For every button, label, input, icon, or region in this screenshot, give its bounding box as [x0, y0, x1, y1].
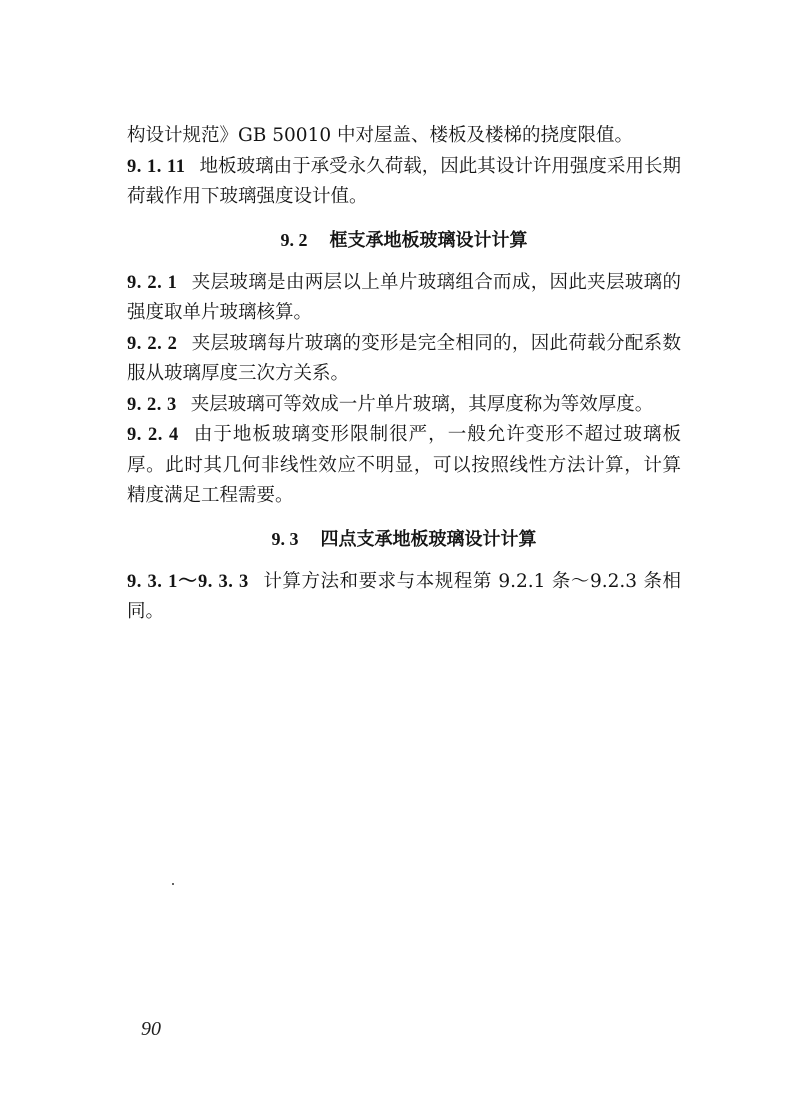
clause-text: 计算方法和要求与本规程第 9.2.1 条～9.2.3 条相同。 [127, 570, 681, 622]
section-number: 9. 2 [280, 229, 308, 250]
clause-number: 9. 2. 3 [127, 394, 177, 415]
clause-9-2-3 [127, 390, 681, 421]
section-title: 框支承地板玻璃设计计算 [329, 229, 528, 251]
paragraph-text: 构设计规范》GB 50010 中对屋盖、楼板及楼梯的挠度限值。 [127, 125, 633, 146]
clause-number: 9. 2. 2 [127, 333, 178, 354]
clause-9-3-1-to-9-3-3 [127, 567, 681, 628]
section-title: 四点支承地板玻璃设计计算 [320, 528, 537, 550]
clause-9-1-11 [127, 152, 681, 213]
clause-text: 夹层玻璃可等效成一片单片玻璃，其厚度称为等效厚度。 [190, 393, 654, 415]
clause-number: 9. 2. 1 [127, 272, 178, 293]
stray-dot-mark [172, 883, 174, 885]
document-body [127, 121, 681, 628]
section-number: 9. 3 [271, 528, 299, 549]
paragraph-continuation [127, 121, 681, 152]
clause-number: 9. 1. 11 [127, 156, 186, 177]
clause-text: 由于地板玻璃变形限制很严，一般允许变形不超过玻璃板厚。此时其几何非线性效应不明显，可以按照线性方法计算，计算精度满足工程需要。 [127, 424, 681, 506]
clause-number: 9. 3. 1～9. 3. 3 [127, 571, 249, 592]
section-heading-9-3 [127, 524, 681, 555]
clause-number: 9. 2. 4 [127, 425, 179, 445]
clause-9-2-4 [127, 420, 681, 512]
clause-9-2-1 [127, 268, 681, 329]
clause-text: 地板玻璃由于承受永久荷载，因此其设计许用强度采用长期荷载作用下玻璃强度设计值。 [127, 155, 681, 207]
clause-text: 夹层玻璃每片玻璃的变形是完全相同的，因此荷载分配系数服从玻璃厚度三次方关系。 [127, 332, 681, 384]
section-heading-9-2 [127, 225, 681, 256]
page-number: 90 [141, 1018, 161, 1040]
clause-9-2-2 [127, 329, 681, 390]
clause-text: 夹层玻璃是由两层以上单片玻璃组合而成，因此夹层玻璃的强度取单片玻璃核算。 [127, 271, 681, 323]
